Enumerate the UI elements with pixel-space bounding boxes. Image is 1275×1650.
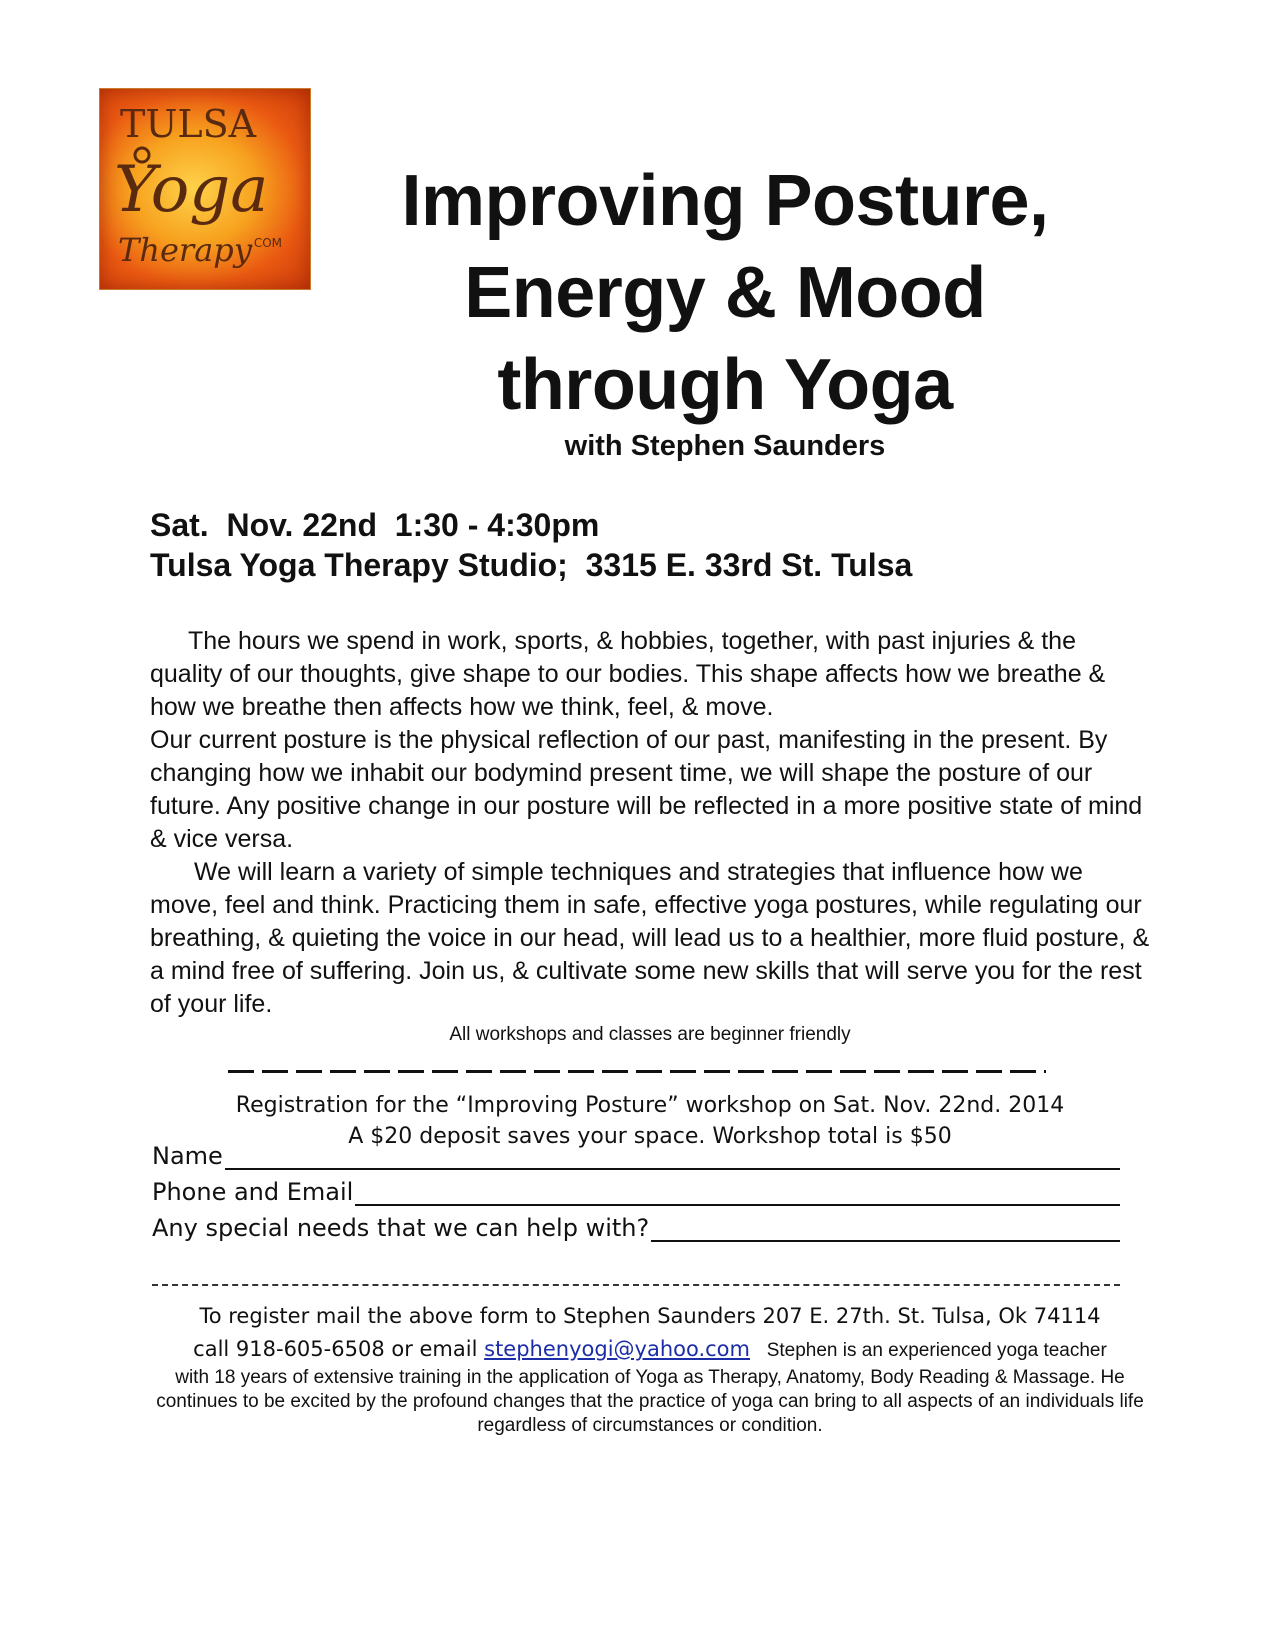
description-paragraph-3: We will learn a variety of simple techniques and strategies that influence how we move, feel and think. Practicing them in safe, effective yoga postures, while regulating our breathing, & quieting the voice in our head, will lead us to a healthier, more fluid posture, & a mind free of suffering. Join us, & cultivate some new skills that will serve you for the rest of your life. xyxy=(150,858,1150,1018)
description-paragraph-2: Our current posture is the physical reflection of our past, manifesting in the present. By changing how we inhabit our bodymind present time, we will shape the posture of our future. Any positive change in our posture will be reflected in a more positive state of mind & vice versa. xyxy=(150,726,1143,853)
cut-line-divider xyxy=(228,1070,1046,1073)
registration-line-1: Registration for the “Improving Posture” workshop on Sat. Nov. 22nd. 2014 xyxy=(235,1093,1065,1118)
name-blank[interactable] xyxy=(225,1140,1120,1170)
call-prefix: call 918-605-6508 or email xyxy=(193,1337,478,1361)
logo-word-therapy: Therapy xyxy=(118,231,252,269)
title-line-3: through Yoga xyxy=(497,345,953,425)
instructor-subtitle: with Stephen Saunders xyxy=(564,430,886,462)
logo-suffix: .COM xyxy=(250,236,282,250)
description xyxy=(150,625,1150,1021)
event-details xyxy=(150,505,1150,585)
description-paragraph-1: The hours we spend in work, sports, & hobbies, together, with past injuries & the quality of our thoughts, give shape to our bodies. This shape affects how we breathe & how we breathe then affects how we think, feel, & move. xyxy=(150,627,1106,721)
mail-instructions xyxy=(150,1300,1150,1367)
phone-email-blank[interactable] xyxy=(355,1176,1120,1206)
name-label: Name xyxy=(152,1142,223,1170)
title-line-2: Energy & Mood xyxy=(464,253,986,333)
beginner-note: All workshops and classes are beginner friendly xyxy=(449,1024,851,1045)
event-date-time: Sat. Nov. 22nd 1:30 - 4:30pm xyxy=(150,507,600,543)
instructor-bio: with 18 years of extensive training in the application of Yoga as Therapy, Anatomy, Body Reading & Massage. He continues to be excited by the profound changes that the practice of yoga can bring to all aspects of an individuals life regardless of circumstances or condition. xyxy=(156,1367,1144,1436)
phone-email-label: Phone and Email xyxy=(152,1178,354,1206)
page-title xyxy=(320,155,1130,431)
email-link[interactable]: stephenyogi@yahoo.com xyxy=(484,1337,750,1361)
special-needs-blank[interactable] xyxy=(651,1212,1120,1242)
contact-line xyxy=(150,1333,1150,1367)
event-location: Tulsa Yoga Therapy Studio; 3315 E. 33rd St. Tulsa xyxy=(150,547,913,583)
mail-address-line: To register mail the above form to Stephen Saunders 207 E. 27th. St. Tulsa, Ok 74114 xyxy=(199,1304,1101,1328)
phone-email-field[interactable] xyxy=(152,1172,1120,1206)
bio-start: Stephen is an experienced yoga teacher xyxy=(766,1340,1107,1361)
logo-word-tulsa: TULSA xyxy=(120,102,257,146)
special-needs-label: Any special needs that we can help with? xyxy=(152,1214,650,1242)
logo-artwork xyxy=(100,89,310,289)
form-divider xyxy=(152,1284,1120,1287)
special-needs-field[interactable] xyxy=(152,1208,1120,1242)
logo-word-yoga: Yoga xyxy=(114,153,269,227)
title-line-1: Improving Posture, xyxy=(401,161,1049,241)
name-field[interactable] xyxy=(152,1136,1120,1170)
registration-line-2: A $20 deposit saves your space. Workshop total is $50 xyxy=(348,1124,952,1149)
tulsa-yoga-therapy-logo xyxy=(99,88,311,290)
